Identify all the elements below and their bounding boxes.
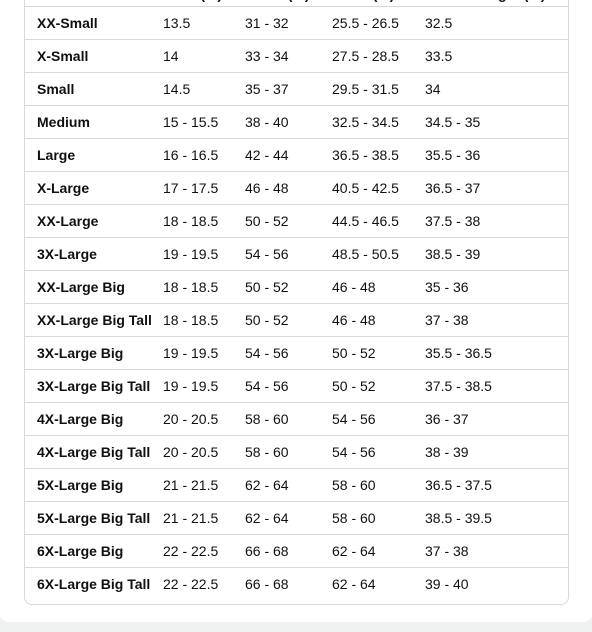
measurement-cell: 35.5 - 36.5 xyxy=(425,337,568,370)
measurement-cell: 42 - 44 xyxy=(245,139,332,172)
table-row xyxy=(25,304,568,337)
measurement-cell: 27.5 - 28.5 xyxy=(332,40,425,73)
measurement-cell: 34 xyxy=(425,73,568,106)
measurement-cell: 22 - 22.5 xyxy=(163,535,245,568)
measurement-cell: 58 - 60 xyxy=(245,403,332,436)
table-row xyxy=(25,238,568,271)
measurement-cell: 46 - 48 xyxy=(245,172,332,205)
table-row xyxy=(25,205,568,238)
measurement-cell: 19 - 19.5 xyxy=(163,370,245,403)
measurement-cell: 50 - 52 xyxy=(245,304,332,337)
table-row xyxy=(25,337,568,370)
measurement-cell: 54 - 56 xyxy=(332,403,425,436)
measurement-cell: 66 - 68 xyxy=(245,568,332,601)
measurement-cell: 33.5 xyxy=(425,40,568,73)
table-body xyxy=(25,7,568,601)
measurement-cell: 16 - 16.5 xyxy=(163,139,245,172)
measurement-cell: 14 xyxy=(163,40,245,73)
measurement-cell: 21 - 21.5 xyxy=(163,502,245,535)
measurement-cell: 38.5 - 39 xyxy=(425,238,568,271)
measurement-cell: 37 - 38 xyxy=(425,535,568,568)
table-row xyxy=(25,469,568,502)
measurement-cell: 35 - 37 xyxy=(245,73,332,106)
measurement-cell: 25.5 - 26.5 xyxy=(332,7,425,40)
measurement-cell: 58 - 60 xyxy=(245,436,332,469)
measurement-cell: 21 - 21.5 xyxy=(163,469,245,502)
table-row xyxy=(25,73,568,106)
measurement-cell: 50 - 52 xyxy=(245,205,332,238)
table-row xyxy=(25,370,568,403)
table-row xyxy=(25,535,568,568)
measurement-cell: 36 - 37 xyxy=(425,403,568,436)
measurement-cell: 66 - 68 xyxy=(245,535,332,568)
measurement-cell: 58 - 60 xyxy=(332,469,425,502)
measurement-cell: 15 - 15.5 xyxy=(163,106,245,139)
table-row xyxy=(25,568,568,601)
measurement-cell: 36.5 - 37.5 xyxy=(425,469,568,502)
measurement-cell: 18 - 18.5 xyxy=(163,271,245,304)
measurement-cell: 39 - 40 xyxy=(425,568,568,601)
measurement-cell: 19 - 19.5 xyxy=(163,337,245,370)
size-name-cell: 3X-Large Big Tall xyxy=(25,370,163,403)
table-row xyxy=(25,436,568,469)
table-row xyxy=(25,40,568,73)
table-row xyxy=(25,7,568,40)
measurement-cell: 62 - 64 xyxy=(332,568,425,601)
measurement-cell: 35 - 36 xyxy=(425,271,568,304)
size-name-cell: XX-Large Big Tall xyxy=(25,304,163,337)
measurement-cell: 62 - 64 xyxy=(245,469,332,502)
measurement-cell: 20 - 20.5 xyxy=(163,403,245,436)
measurement-cell: 54 - 56 xyxy=(245,238,332,271)
measurement-cell: 48.5 - 50.5 xyxy=(332,238,425,271)
measurement-cell: 62 - 64 xyxy=(245,502,332,535)
measurement-cell: 36.5 - 37 xyxy=(425,172,568,205)
measurement-cell: 31 - 32 xyxy=(245,7,332,40)
measurement-cell: 54 - 56 xyxy=(332,436,425,469)
measurement-cell: 54 - 56 xyxy=(245,370,332,403)
size-name-cell: 4X-Large Big xyxy=(25,403,163,436)
measurement-cell: 13.5 xyxy=(163,7,245,40)
measurement-cell: 38 - 40 xyxy=(245,106,332,139)
measurement-cell: 14.5 xyxy=(163,73,245,106)
measurement-cell: 35.5 - 36 xyxy=(425,139,568,172)
table-row xyxy=(25,172,568,205)
table-row xyxy=(25,502,568,535)
measurement-cell: 37.5 - 38.5 xyxy=(425,370,568,403)
size-name-cell: XX-Large Big xyxy=(25,271,163,304)
measurement-cell: 40.5 - 42.5 xyxy=(332,172,425,205)
measurement-cell: 62 - 64 xyxy=(332,535,425,568)
measurement-cell: 44.5 - 46.5 xyxy=(332,205,425,238)
size-name-cell: X-Small xyxy=(25,40,163,73)
measurement-cell: 32.5 xyxy=(425,7,568,40)
measurement-cell: 34.5 - 35 xyxy=(425,106,568,139)
measurement-cell: 18 - 18.5 xyxy=(163,304,245,337)
measurement-cell: 46 - 48 xyxy=(332,271,425,304)
size-name-cell: 3X-Large Big xyxy=(25,337,163,370)
size-name-cell: 5X-Large Big Tall xyxy=(25,502,163,535)
measurement-cell: 17 - 17.5 xyxy=(163,172,245,205)
measurement-cell: 50 - 52 xyxy=(332,337,425,370)
size-name-cell: Small xyxy=(25,73,163,106)
size-name-cell: 6X-Large Big xyxy=(25,535,163,568)
measurement-cell: 18 - 18.5 xyxy=(163,205,245,238)
size-name-cell: XX-Large xyxy=(25,205,163,238)
size-name-cell: XX-Small xyxy=(25,7,163,40)
table-row xyxy=(25,139,568,172)
measurement-cell: 19 - 19.5 xyxy=(163,238,245,271)
measurement-cell: 54 - 56 xyxy=(245,337,332,370)
size-chart-card xyxy=(24,0,569,605)
measurement-cell: 50 - 52 xyxy=(332,370,425,403)
measurement-cell: 37 - 38 xyxy=(425,304,568,337)
measurement-cell: 36.5 - 38.5 xyxy=(332,139,425,172)
size-name-cell: Medium xyxy=(25,106,163,139)
table-row xyxy=(25,403,568,436)
size-name-cell: 6X-Large Big Tall xyxy=(25,568,163,601)
size-name-cell: X-Large xyxy=(25,172,163,205)
measurement-cell: 38.5 - 39.5 xyxy=(425,502,568,535)
measurement-cell: 29.5 - 31.5 xyxy=(332,73,425,106)
size-name-cell: 4X-Large Big Tall xyxy=(25,436,163,469)
measurement-cell: 50 - 52 xyxy=(245,271,332,304)
size-name-cell: Large xyxy=(25,139,163,172)
measurement-cell: 20 - 20.5 xyxy=(163,436,245,469)
size-name-cell: 3X-Large xyxy=(25,238,163,271)
measurement-cell: 38 - 39 xyxy=(425,436,568,469)
measurement-cell: 33 - 34 xyxy=(245,40,332,73)
measurement-cell: 46 - 48 xyxy=(332,304,425,337)
measurement-cell: 32.5 - 34.5 xyxy=(332,106,425,139)
size-chart-table xyxy=(25,0,568,600)
size-name-cell: 5X-Large Big xyxy=(25,469,163,502)
measurement-cell: 37.5 - 38 xyxy=(425,205,568,238)
measurement-cell: 22 - 22.5 xyxy=(163,568,245,601)
table-row xyxy=(25,271,568,304)
measurement-cell: 58 - 60 xyxy=(332,502,425,535)
table-row xyxy=(25,106,568,139)
